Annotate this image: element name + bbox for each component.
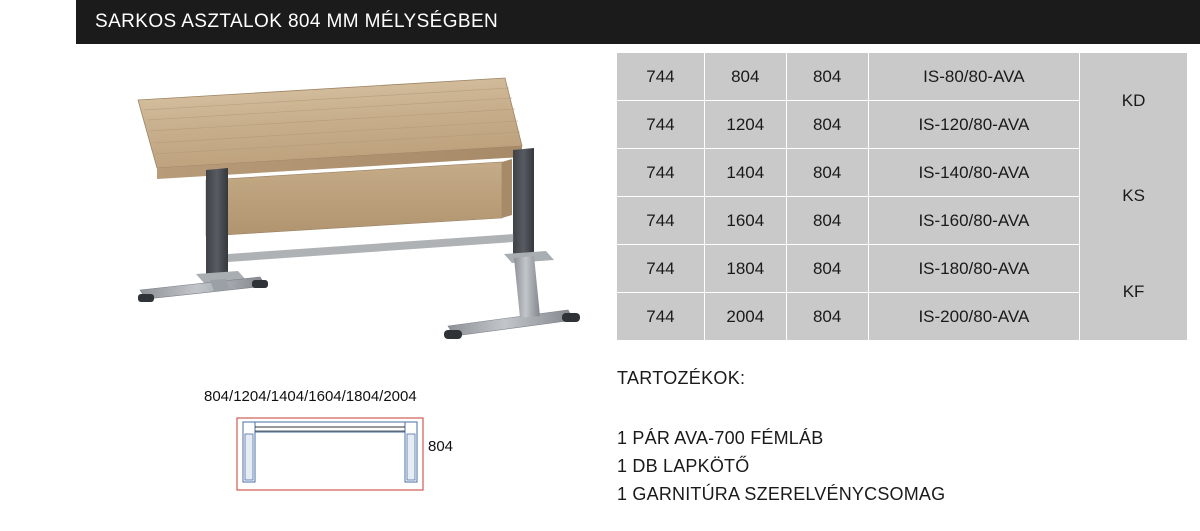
cell-height: 744: [617, 149, 705, 197]
spec-table: [616, 52, 1188, 341]
cell-height: 744: [617, 53, 705, 101]
cell-code: IS-200/80-AVA: [868, 293, 1080, 341]
cell-width: 2004: [704, 293, 786, 341]
page-title: SARKOS ASZTALOK 804 MM MÉLYSÉGBEN: [95, 11, 499, 32]
list-item: 1 PÁR AVA-700 FÉMLÁB: [617, 428, 824, 448]
variant-kf: KF: [1122, 282, 1145, 302]
cell-variant-group: [1080, 53, 1188, 341]
cell-height: 744: [617, 245, 705, 293]
variant-ks: KS: [1122, 186, 1145, 206]
cell-code: IS-140/80-AVA: [868, 149, 1080, 197]
cell-code: IS-120/80-AVA: [868, 101, 1080, 149]
list-item: 1 GARNITÚRA SZERELVÉNYCSOMAG: [617, 484, 946, 504]
cell-width: 1804: [704, 245, 786, 293]
cell-height: 744: [617, 101, 705, 149]
cell-width: 1604: [704, 197, 786, 245]
cell-depth: 804: [786, 197, 868, 245]
header-accent-block: [0, 0, 76, 44]
cell-depth: 804: [786, 245, 868, 293]
cell-width: 1204: [704, 101, 786, 149]
cell-depth: 804: [786, 53, 868, 101]
cell-code: IS-180/80-AVA: [868, 245, 1080, 293]
cell-depth: 804: [786, 293, 868, 341]
cell-code: IS-80/80-AVA: [868, 53, 1080, 101]
desk-illustration: [110, 58, 580, 348]
variant-kd: KD: [1121, 90, 1146, 110]
sketch-width-label: 804/1204/1404/1604/1804/2004: [204, 388, 417, 405]
sketch-depth-label: 804: [428, 438, 454, 455]
list-item: 1 DB LAPKÖTŐ: [617, 456, 750, 476]
table-row: [617, 53, 1188, 101]
accessories-list: [617, 424, 1177, 508]
cell-depth: 804: [786, 149, 868, 197]
cell-code: IS-160/80-AVA: [868, 197, 1080, 245]
accessories-title: TARTOZÉKOK:: [617, 368, 746, 388]
cell-height: 744: [617, 197, 705, 245]
cell-height: 744: [617, 293, 705, 341]
cell-width: 804: [704, 53, 786, 101]
cell-width: 1404: [704, 149, 786, 197]
cell-depth: 804: [786, 101, 868, 149]
dimension-sketch: [190, 388, 490, 513]
